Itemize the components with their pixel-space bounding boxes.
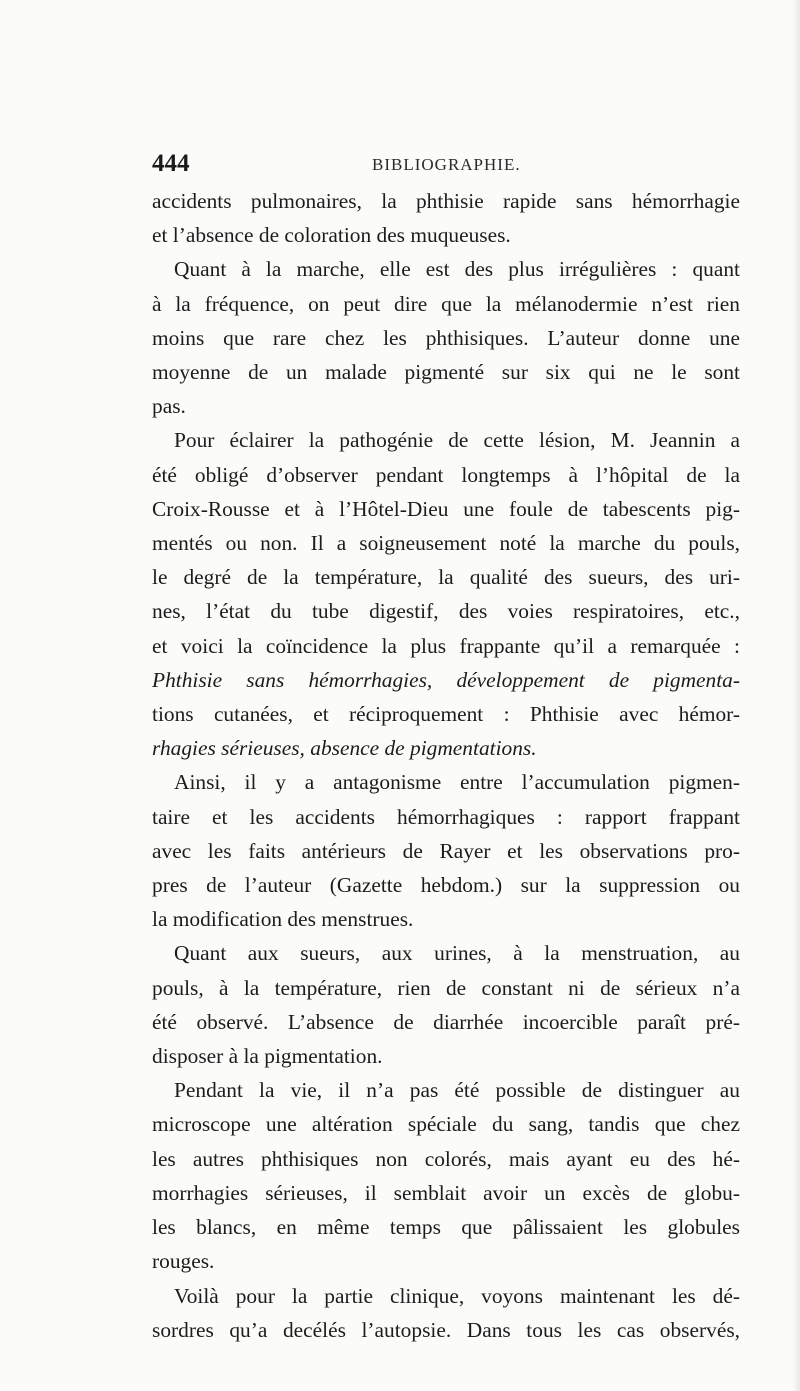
text-line: Croix-Rousse et à l’Hôtel-Dieu une foule de tabescents pig- [152, 496, 740, 521]
text-line: moins que rare chez les phthisiques. L’auteur donne une [152, 325, 740, 350]
body-text [152, 184, 740, 1347]
text-line: été observé. L’absence de diarrhée incoercible paraît pré- [152, 1009, 740, 1034]
running-head [152, 150, 740, 180]
text-line: rouges. [152, 1249, 215, 1274]
text-line: tions cutanées, et réciproquement : Phthisie avec hémor- [152, 702, 740, 727]
page-edge-shadow [792, 0, 800, 1391]
text-line: pas. [152, 394, 186, 419]
text-line: Quant à la marche, elle est des plus irrégulières : quant [174, 257, 740, 282]
running-title: BIBLIOGRAPHIE. [372, 155, 521, 174]
text-line: taire et les accidents hémorrhagiques : rapport frappant [152, 804, 740, 829]
text-line: pouls, à la température, rien de constant ni de sérieux n’a [152, 975, 740, 1000]
text-line: nes, l’état du tube digestif, des voies respiratoires, etc., [152, 599, 740, 624]
text-line: la modification des menstrues. [152, 907, 414, 932]
text-line: pres de l’auteur (Gazette hebdom.) sur la suppression ou [152, 873, 740, 898]
text-line: à la fréquence, on peut dire que la mélanodermie n’est rien [152, 291, 740, 316]
text-line: morrhagies sérieuses, il semblait avoir un excès de globu- [152, 1180, 740, 1205]
text-line: été obligé d’observer pendant longtemps à l’hôpital de la [152, 462, 740, 487]
text-line: sordres qu’a decélés l’autopsie. Dans tous les cas observés, [152, 1317, 740, 1342]
text-line: Quant aux sueurs, aux urines, à la menstruation, au [174, 941, 740, 966]
text-line: les autres phthisiques non colorés, mais ayant eu des hé- [152, 1146, 740, 1171]
text-line: les blancs, en même temps que pâlissaient les globules [152, 1215, 740, 1240]
text-line: et l’absence de coloration des muqueuses. [152, 223, 511, 248]
text-line-italic: rhagies sérieuses, absence de pigmentations. [152, 736, 537, 761]
text-line: microscope une altération spéciale du sang, tandis que chez [152, 1112, 740, 1137]
text-line: avec les faits antérieurs de Rayer et les observations pro- [152, 838, 740, 863]
text-line-italic: Phthisie sans hémorrhagies, développement de pigmenta- [152, 667, 740, 692]
page-number: 444 [152, 150, 190, 177]
text-line: et voici la coïncidence la plus frappante qu’il a remarquée : [152, 633, 740, 658]
text-line: Ainsi, il y a antagonisme entre l’accumulation pigmen- [174, 770, 740, 795]
text-line: disposer à la pigmentation. [152, 1044, 383, 1069]
text-line: Pendant la vie, il n’a pas été possible de distinguer au [174, 1078, 740, 1103]
text-line: le degré de la température, la qualité des sueurs, des uri- [152, 565, 740, 590]
text-line: mentés ou non. Il a soigneusement noté la marche du pouls, [152, 531, 740, 556]
text-line: moyenne de un malade pigmenté sur six qui ne le sont [152, 360, 740, 385]
text-line: Pour éclairer la pathogénie de cette lésion, M. Jeannin a [174, 428, 740, 453]
text-line: accidents pulmonaires, la phthisie rapide sans hémorrhagie [152, 189, 740, 213]
text-line: Voilà pour la partie clinique, voyons maintenant les dé- [174, 1283, 740, 1308]
